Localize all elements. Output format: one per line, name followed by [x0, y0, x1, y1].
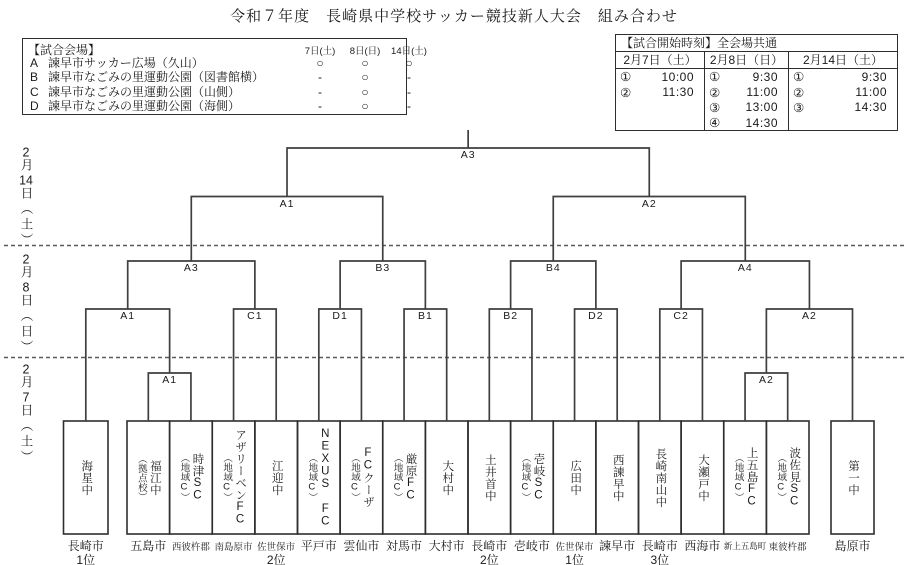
start-time-heading: 【試合開始時刻】全会場共通: [616, 35, 897, 52]
start-time-value: 14:30: [745, 115, 778, 130]
match-label: B2: [503, 310, 519, 322]
latin-run: C: [391, 481, 403, 493]
team-city-rank: 1位: [76, 553, 96, 565]
start-time-value: 10:00: [661, 69, 694, 84]
venue-availability-mark: -: [318, 98, 322, 113]
venue-availability-mark: ○: [361, 56, 369, 70]
team-name: 江迎中: [270, 459, 283, 496]
match-number: ②: [709, 85, 721, 100]
team-name: 大村中: [441, 459, 454, 496]
tcy-digits: 2: [22, 146, 30, 159]
latin-run: SC: [788, 483, 801, 508]
team-note: （地域C）: [732, 453, 744, 502]
team-cell: [681, 421, 724, 534]
bracket-line-B1: [404, 309, 447, 421]
tcy-digits: 14: [19, 174, 33, 187]
start-time-value: 9:30: [752, 69, 778, 84]
team-city-rank: 3位: [650, 553, 670, 565]
venue-table-heading: 【試合会場】: [28, 43, 101, 57]
bracket-line-D1: [319, 309, 362, 421]
team-cell: [127, 421, 170, 534]
date-band-label: 2月7日（土）: [19, 363, 33, 466]
team-cell: [831, 421, 874, 534]
bracket-line-C1: [234, 309, 277, 421]
venue-availability-mark: -: [318, 70, 322, 85]
start-time-date-header: 2月8日（日）: [705, 52, 788, 69]
start-time-date-header: 2月7日（土）: [616, 52, 704, 69]
start-time-value: 11:00: [746, 85, 778, 100]
latin-run: C: [348, 481, 360, 493]
venue-name: 諫早市なごみの里運動公園（図書館横）: [48, 70, 265, 85]
venue-key: C: [30, 84, 39, 99]
date-band-label: 2月8日（日）: [19, 253, 33, 356]
start-time-value: 9:30: [861, 69, 887, 84]
match-number: ④: [709, 116, 721, 131]
venue-availability-mark: -: [407, 98, 411, 113]
team-cell: [64, 421, 109, 534]
team-name: 波佐見SC: [788, 447, 801, 508]
venue-name: 諫早市なごみの里運動公園（山側）: [48, 84, 241, 99]
team-name: 上五島FC: [745, 447, 758, 508]
latin-run: FC: [404, 477, 417, 502]
latin-run: SC: [532, 477, 545, 502]
match-label: A2: [758, 374, 774, 386]
match-label: B3: [375, 262, 391, 274]
match-label: B1: [417, 310, 433, 322]
team-note: （地域C）: [775, 453, 787, 502]
team-city-label: 長崎市: [67, 539, 104, 553]
venue-date-column-header: 14日(土): [391, 46, 427, 57]
match-number: ③: [793, 100, 805, 115]
match-label: A3: [460, 149, 476, 161]
latin-run: FC: [234, 501, 247, 526]
venue-availability-mark: ○: [316, 56, 324, 70]
latin-run: C: [221, 481, 233, 493]
team-name: 壱岐SC: [532, 453, 545, 502]
start-time-value: 11:30: [662, 85, 694, 100]
team-city-label: 平戸市: [300, 539, 337, 553]
latin-run: SC: [191, 477, 204, 502]
venue-date-column-header: 7日(土): [304, 46, 336, 57]
latin-run: FC: [361, 447, 374, 472]
latin-run: C: [306, 481, 318, 493]
team-name: 広田中: [569, 459, 582, 496]
team-note: （地域C）: [391, 453, 403, 502]
team-cell: [468, 421, 511, 534]
match-label: B4: [545, 262, 561, 274]
venue-availability-mark: ○: [361, 84, 369, 99]
match-label: D2: [588, 310, 604, 322]
match-number: ②: [793, 85, 805, 100]
venue-availability-mark: ○: [361, 98, 369, 113]
venue-availability-mark: ○: [405, 56, 413, 70]
latin-run: C: [178, 481, 190, 493]
venue-availability-mark: -: [318, 84, 322, 99]
match-label: C1: [247, 310, 263, 322]
team-city-label: 西海市: [684, 539, 721, 553]
team-cell: [255, 421, 298, 534]
team-city-label: 佐世保市: [555, 542, 594, 553]
team-city-label: 長崎市: [641, 539, 678, 553]
team-cell: [596, 421, 639, 534]
start-time-date-header: 2月14日（土）: [789, 52, 897, 69]
venue-key: B: [30, 70, 39, 85]
team-cell: [340, 421, 383, 534]
team-city-label: 新上五島町: [723, 541, 767, 551]
match-number: ②: [620, 85, 632, 100]
team-city-label: 大村市: [428, 539, 465, 553]
match-number: ①: [709, 70, 721, 85]
team-city-label: 五島市: [130, 539, 167, 553]
bracket-line-A1: [86, 309, 170, 421]
start-time-value: 14:30: [854, 100, 887, 115]
team-name: 大瀬戸中: [696, 453, 709, 502]
venue-availability-mark: -: [407, 84, 411, 99]
team-city-rank: 2位: [266, 553, 286, 565]
match-label: A1: [162, 374, 178, 386]
bracket-line-C2: [660, 309, 703, 421]
team-name: 第一中: [847, 459, 859, 496]
team-name: 福江中: [148, 459, 161, 496]
match-number: ①: [793, 70, 805, 85]
venue-availability-mark: ○: [361, 70, 369, 85]
team-name: 長崎南山中: [654, 447, 667, 508]
team-cell: [212, 421, 255, 534]
team-city-label: 東彼杵郡: [768, 542, 807, 553]
team-note: （地域C）: [178, 453, 190, 502]
team-cell: [724, 421, 767, 534]
match-label: A2: [802, 310, 817, 322]
tcy-digits: 2: [22, 363, 30, 376]
team-note: （地域C）: [306, 453, 318, 502]
start-time-value: 11:00: [855, 85, 887, 100]
latin-run: C: [775, 481, 787, 493]
team-note: （拠点校）: [135, 453, 147, 502]
team-cell: [425, 421, 468, 534]
team-name: 海星中: [80, 459, 93, 496]
date-band-label: 2月14日（土）: [19, 146, 33, 249]
venue-date-column-header: 8日(日): [349, 46, 381, 57]
team-name: 西諫早中: [611, 453, 624, 502]
team-cell: [383, 421, 426, 534]
team-city-label: 雲仙市: [343, 539, 380, 553]
page-title: 令和７年度 長崎県中学校サッカー競技新人大会 組み合わせ: [230, 8, 678, 25]
tcy-digits: 7: [22, 391, 30, 404]
team-cell: [553, 421, 596, 534]
match-label: A1: [279, 197, 295, 210]
team-note: （地域C）: [519, 453, 531, 502]
latin-run: C: [519, 481, 531, 493]
team-cell: [511, 421, 554, 534]
venue-name: 諫早市なごみの里運動公園（海側）: [48, 98, 241, 113]
team-name: FCクーザ: [361, 447, 374, 508]
latin-run: NEXUS FC: [319, 427, 332, 528]
team-name: 土井首中: [483, 453, 496, 502]
bracket-line-B2: [489, 309, 532, 421]
team-city-rank: 2位: [479, 553, 499, 565]
team-city-label: 西彼杵郡: [171, 542, 210, 553]
match-label: A1: [120, 310, 136, 322]
start-time-value: 13:00: [745, 100, 778, 115]
team-name: 時津SC: [191, 453, 204, 502]
venue-key: A: [30, 56, 39, 70]
team-name: [318, 428, 331, 528]
venue-availability-mark: -: [407, 70, 411, 85]
team-city-label: 南島原市: [214, 542, 253, 553]
bracket-line-D2: [575, 309, 618, 421]
team-city-label: 諫早市: [599, 539, 636, 553]
match-label: D1: [332, 310, 348, 322]
team-city-label: 壱岐市: [513, 539, 550, 553]
team-cell: [298, 421, 341, 534]
tcy-digits: 8: [22, 281, 30, 294]
team-note: （地域C）: [348, 453, 360, 502]
latin-run: FC: [745, 483, 758, 508]
latin-run: C: [732, 481, 744, 493]
team-cell: [639, 421, 682, 534]
team-cell: [766, 421, 809, 534]
match-number: ③: [709, 100, 721, 115]
match-label: C2: [673, 310, 689, 322]
team-cell: [170, 421, 213, 534]
tcy-digits: 2: [22, 253, 30, 266]
venue-name: 諫早市サッカー広場（久山）: [48, 56, 204, 70]
team-city-label: 佐世保市: [257, 542, 296, 553]
team-note: （地域C）: [221, 453, 233, 502]
match-label: A4: [737, 262, 753, 274]
team-name: アザリーベンFC: [234, 429, 247, 526]
team-city-label: 対馬市: [386, 539, 423, 553]
match-number: ①: [620, 70, 632, 85]
team-city-rank: 1位: [565, 553, 584, 565]
match-label: A3: [183, 262, 199, 274]
match-label: A2: [641, 197, 657, 210]
team-name: 厳原FC: [404, 453, 417, 502]
team-city-label: 島原市: [834, 539, 871, 553]
bracket-line-A2: [766, 309, 852, 421]
venue-key: D: [30, 98, 39, 113]
team-city-label: 長崎市: [471, 539, 508, 553]
